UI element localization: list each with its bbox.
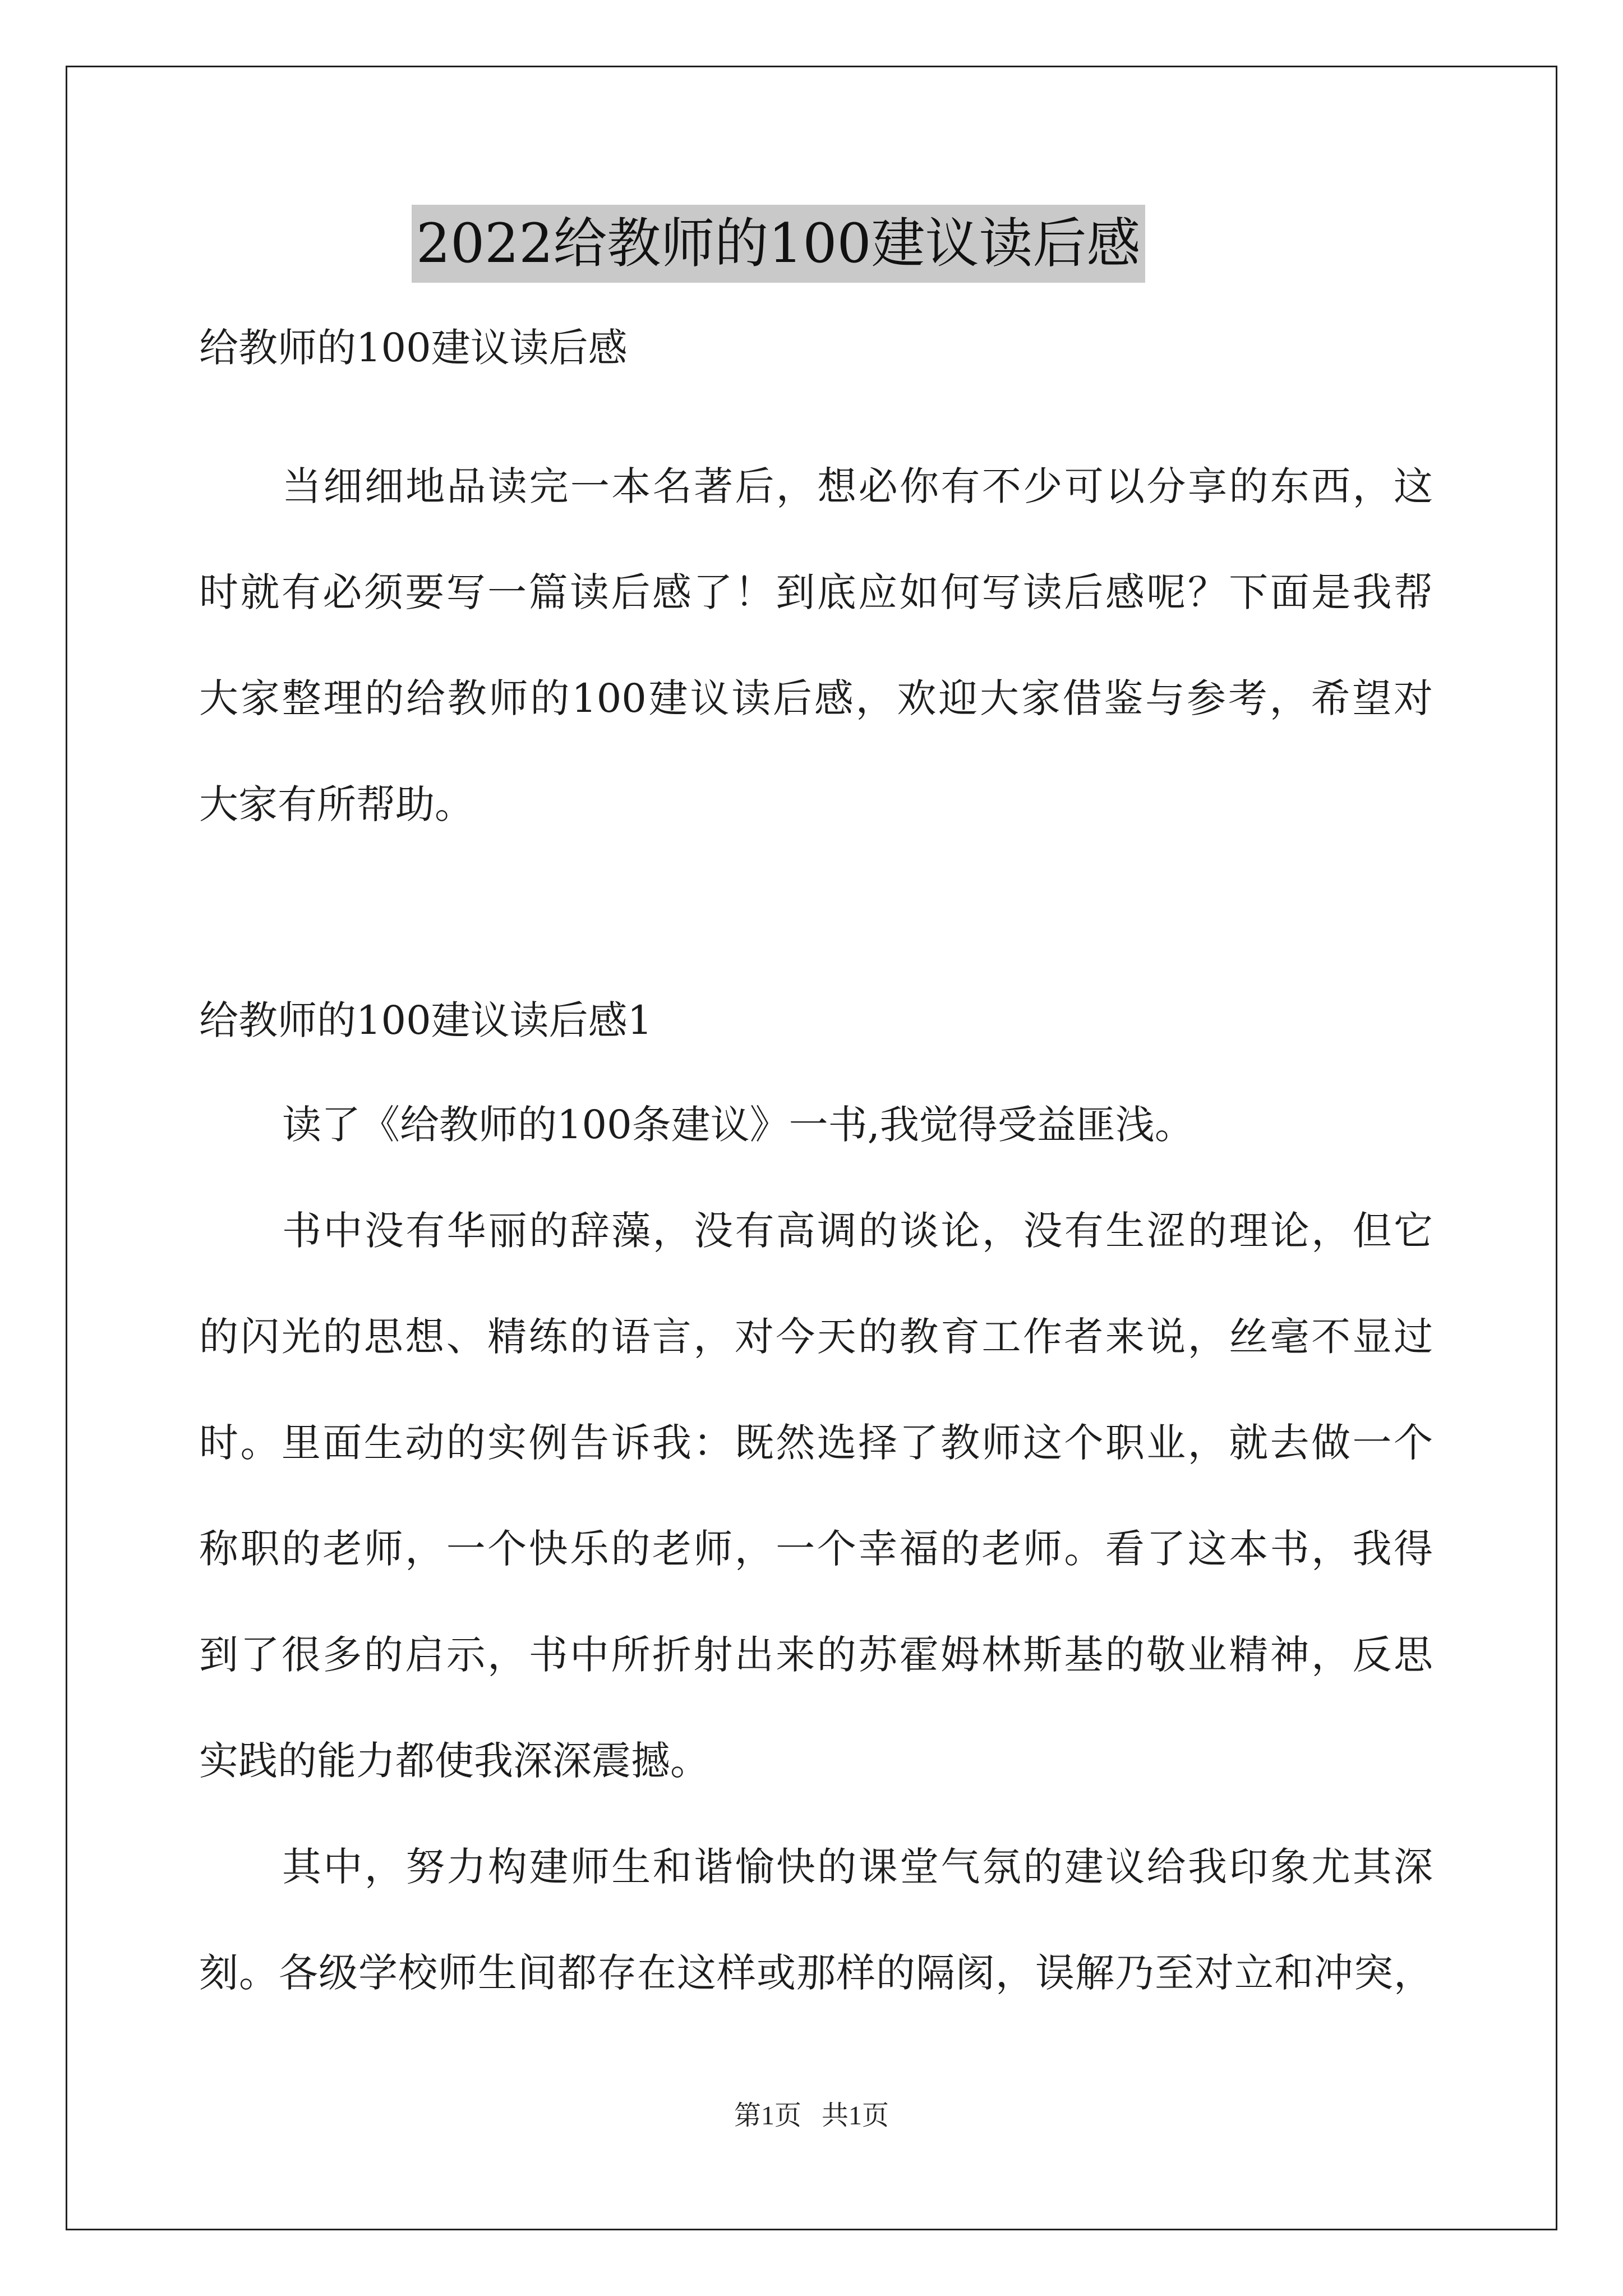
body-line: 实践的能力都使我深深震撼。 (199, 1738, 709, 1784)
intro-line: 大家整理的给教师的100建议读后感，欢迎大家借鉴与参考，希望对 (199, 675, 1433, 721)
body-line: 到了很多的启示，书中所折射出来的苏霍姆林斯基的敬业精神，反思 (199, 1632, 1433, 1678)
page-footer: 第1页 共1页 (734, 2101, 889, 2131)
section-heading: 给教师的100建议读后感1 (199, 997, 653, 1043)
document-title: 2022给教师的100建议读后感 (412, 205, 1145, 283)
body-line: 刻。各级学校师生间都存在这样或那样的隔阂，误解乃至对立和冲突， (199, 1950, 1433, 1996)
body-line: 其中，努力构建师生和谐愉快的课堂气氛的建议给我印象尤其深 (282, 1844, 1433, 1890)
intro-line: 大家有所帮助。 (199, 781, 474, 827)
body-line: 称职的老师，一个快乐的老师，一个幸福的老师。看了这本书，我得 (199, 1526, 1433, 1572)
intro-line: 当细细地品读完一本名著后，想必你有不少可以分享的东西，这 (282, 463, 1433, 509)
body-line: 书中没有华丽的辞藻，没有高调的谈论，没有生涩的理论，但它 (282, 1208, 1433, 1254)
body-line: 的闪光的思想、精练的语言，对今天的教育工作者来说，丝毫不显过 (199, 1314, 1433, 1360)
subtitle: 给教师的100建议读后感 (199, 325, 628, 371)
body-line: 时。里面生动的实例告诉我：既然选择了教师这个职业，就去做一个 (199, 1420, 1433, 1466)
intro-line: 时就有必须要写一篇读后感了！到底应如何写读后感呢？下面是我帮 (199, 569, 1433, 615)
body-line: 读了《给教师的100条建议》一书,我觉得受益匪浅。 (282, 1102, 1194, 1148)
